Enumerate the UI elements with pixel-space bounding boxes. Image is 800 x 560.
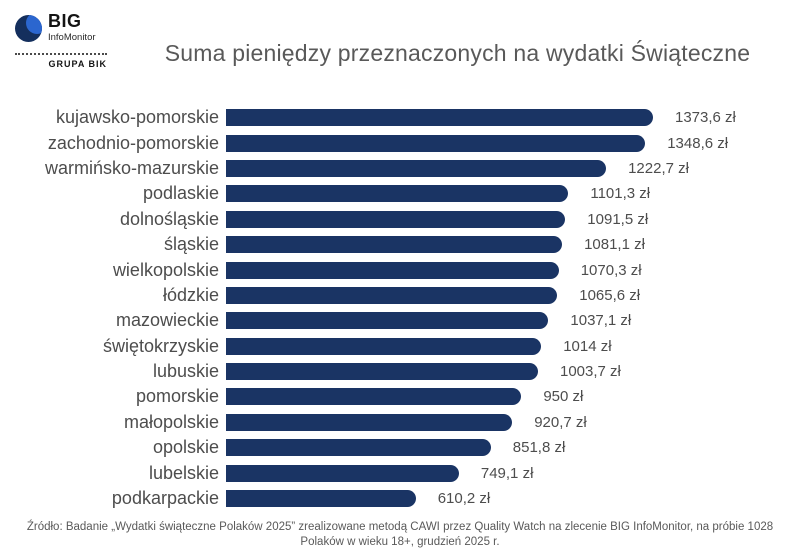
- bar: [226, 439, 491, 456]
- chart-title: Suma pieniędzy przeznaczonych na wydatki Świąteczne: [164, 40, 751, 66]
- category-label: śląskie: [163, 234, 219, 255]
- category-label: wielkopolskie: [112, 259, 219, 280]
- category-label: opolskie: [152, 437, 219, 458]
- bar: [226, 312, 548, 329]
- bar-row: [0, 460, 800, 485]
- bar: [226, 185, 568, 202]
- bar: [226, 414, 512, 431]
- bar-track: [226, 135, 800, 152]
- bar: [226, 262, 559, 279]
- bar-row: [0, 207, 800, 232]
- bar-track: [226, 439, 800, 456]
- category-label: pomorskie: [135, 386, 219, 407]
- bar-track: [226, 287, 800, 304]
- bar-track: [226, 185, 800, 202]
- bar-track: [226, 160, 800, 177]
- bar: [226, 135, 645, 152]
- value-label: 950 zł: [543, 388, 584, 406]
- bar-track: [226, 338, 800, 355]
- big-infomonitor-logo-icon: [15, 15, 42, 42]
- bar-track: [226, 312, 800, 329]
- bar-track: [226, 262, 800, 279]
- category-label: świętokrzyskie: [102, 335, 219, 356]
- bar: [226, 465, 459, 482]
- logo-brand-subname: InfoMonitor: [48, 31, 96, 43]
- bar: [226, 363, 538, 380]
- bar-row: [0, 283, 800, 308]
- category-label: mazowieckie: [115, 310, 219, 331]
- category-label: warmińsko-mazurskie: [44, 157, 219, 178]
- value-label: 1003,7 zł: [560, 363, 621, 381]
- value-label: 1065,6 zł: [579, 286, 641, 304]
- bar-row: [0, 359, 800, 384]
- logo-group-name: GRUPA BIK: [48, 58, 107, 69]
- value-label: 920,7 zł: [534, 413, 587, 431]
- value-label: 1014 zł: [563, 337, 612, 355]
- value-label: 1222,7 zł: [628, 159, 689, 177]
- bar-track: [226, 388, 800, 405]
- category-label: łódzkie: [162, 284, 219, 305]
- value-label: 610,2 zł: [437, 490, 491, 508]
- bar-row: [0, 435, 800, 460]
- value-label: 1081,1 zł: [584, 236, 645, 254]
- bar-chart: [0, 105, 800, 511]
- bar-track: [226, 465, 800, 482]
- bar-row: [0, 232, 800, 257]
- category-label: kujawsko-pomorskie: [55, 107, 219, 128]
- bar: [226, 236, 562, 253]
- bar-row: [0, 384, 800, 409]
- category-label: lubuskie: [152, 361, 219, 382]
- value-label: 1348,6 zł: [667, 134, 729, 152]
- logo-dotted-divider: [15, 53, 107, 55]
- value-label: 749,1 zł: [480, 464, 534, 482]
- value-label: 1101,3 zł: [590, 185, 651, 203]
- bar: [226, 109, 653, 126]
- bar-row: [0, 257, 800, 282]
- header: [15, 12, 790, 69]
- logo-brand-name: BIG: [48, 11, 82, 31]
- value-label: 1373,6 zł: [675, 109, 736, 127]
- big-infomonitor-logo: [15, 12, 115, 69]
- bar: [226, 287, 557, 304]
- bar-row: [0, 181, 800, 206]
- bar-track: [226, 211, 800, 228]
- source-note: Źródło: Badanie „Wydatki świąteczne Polaków 2025” zrealizowane metodą CAWI przez Quality Watch na zlecenie BIG InfoMonitor, na próbie 1028 Polaków w wieku 18+, grudzień 2025 r.: [26, 521, 774, 548]
- bar: [226, 211, 565, 228]
- category-label: podlaskie: [142, 183, 219, 204]
- category-label: lubelskie: [148, 462, 219, 483]
- category-label: dolnośląskie: [119, 208, 219, 229]
- bar-track: [226, 414, 800, 431]
- value-label: 851,8 zł: [512, 439, 566, 457]
- value-label: 1037,1 zł: [570, 312, 632, 330]
- bar: [226, 490, 416, 507]
- bar-row: [0, 130, 800, 155]
- bar-row: [0, 334, 800, 359]
- bar-track: [226, 109, 800, 126]
- value-label: 1070,3 zł: [580, 261, 642, 279]
- bar: [226, 160, 606, 177]
- bar: [226, 388, 521, 405]
- bar-track: [226, 490, 800, 507]
- bar-row: [0, 105, 800, 130]
- bar-track: [226, 363, 800, 380]
- bar-track: [226, 236, 800, 253]
- bar-row: [0, 156, 800, 181]
- category-label: podkarpackie: [111, 488, 219, 509]
- bar: [226, 338, 541, 355]
- category-label: zachodnio-pomorskie: [47, 132, 219, 153]
- bar-row: [0, 410, 800, 435]
- category-label: małopolskie: [123, 411, 219, 432]
- bar-row: [0, 308, 800, 333]
- bar-row: [0, 486, 800, 511]
- value-label: 1091,5 zł: [587, 210, 649, 228]
